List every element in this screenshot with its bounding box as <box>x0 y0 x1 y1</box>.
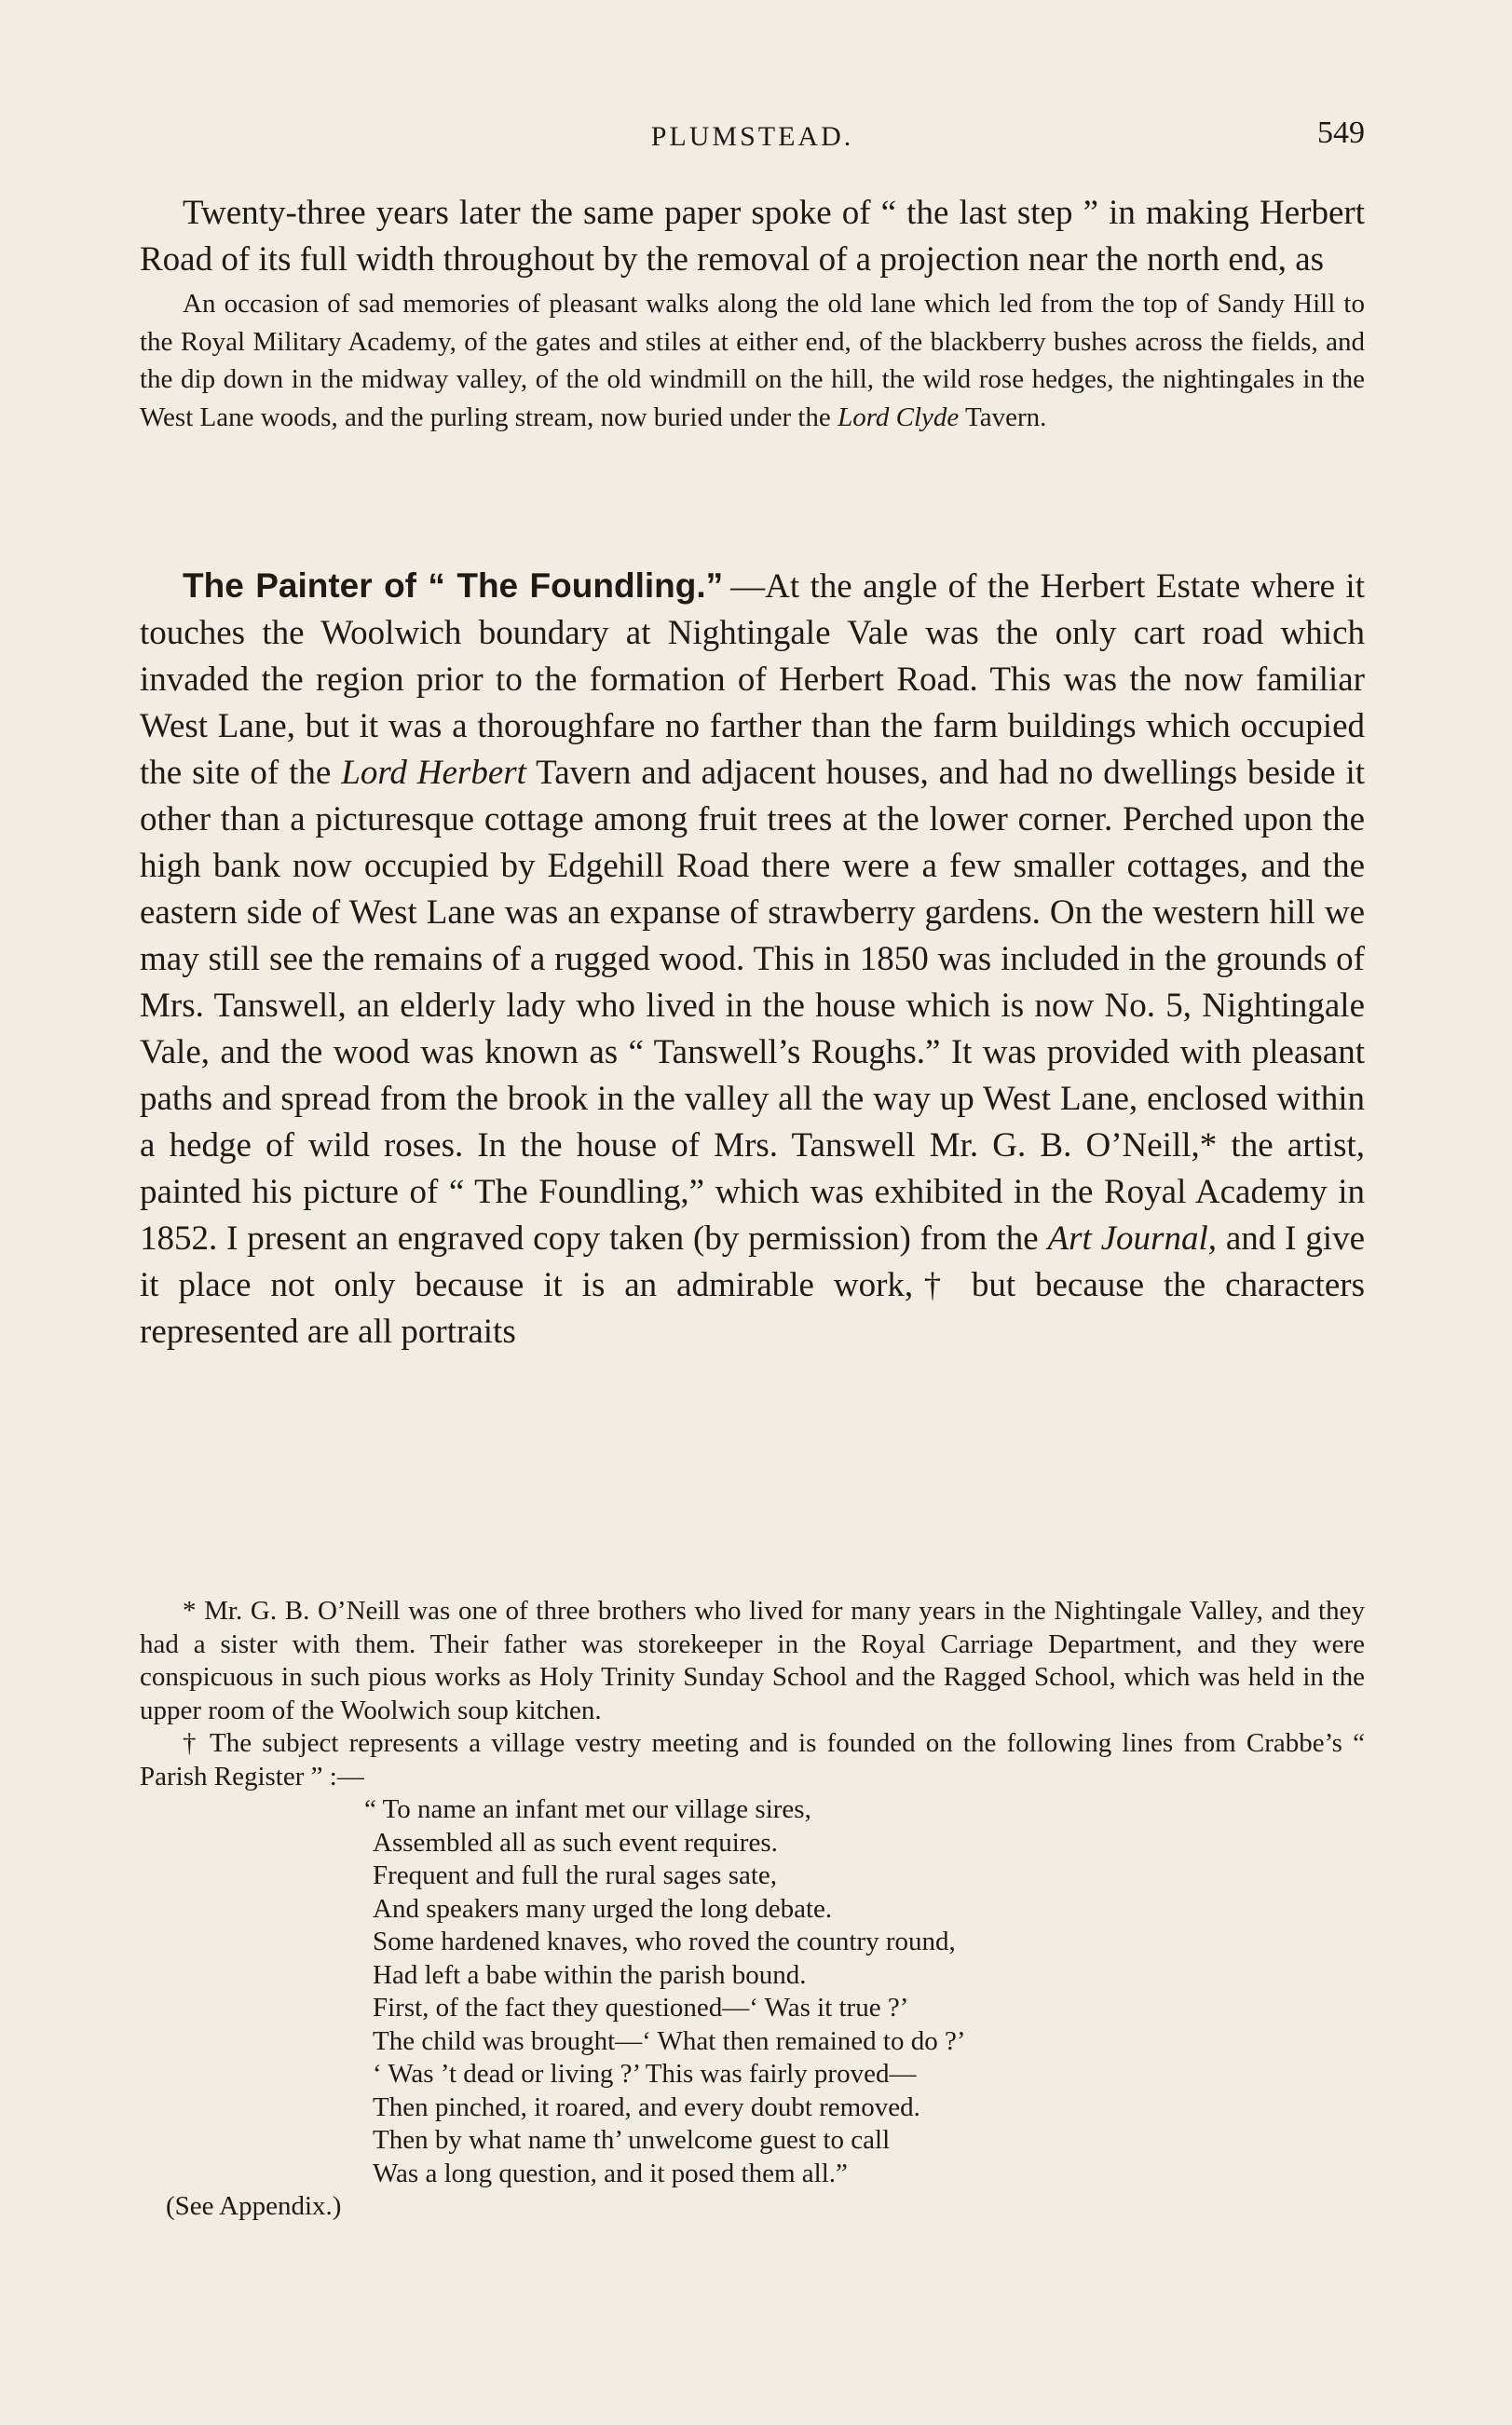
footnote-2: † The subject represents a village vestry meeting and is founded on the following lines from Crabbe’s “ Parish Register ” :— <box>140 1728 1365 1792</box>
poem-line: Some hardened knaves, who roved the country round, <box>373 1927 956 1956</box>
section-text-1: At the angle of the Herbert Estate where it touches the Woolwich boundary at Nightingale Vale was the only cart road which invaded the region prior to the formation of Herbert Road. This was the now familiar West Lane, but it was a thoroughfare no farther than the farm buildings which occupied the site of the <box>140 567 1365 792</box>
poem-line: And speakers many urged the long debate. <box>373 1893 833 1924</box>
poem-line: Was a long question, and it posed them all.” <box>373 2158 848 2188</box>
poem-line: Had left a babe within the parish bound. <box>373 1959 807 1990</box>
section-dash: — <box>730 567 766 606</box>
section-block <box>140 563 1365 1356</box>
section-text-3: and I give it place not only because it is an admirable work,† but because the characters represented are all portraits <box>140 1219 1365 1351</box>
poem-line: Frequent and full the rural sages sate, <box>373 1860 778 1890</box>
section-text-2: Tavern and adjacent houses, and had no dwellings beside it other than a picturesque cottage among fruit trees at the lower corner. Perched upon the high bank now occupied by Edgehill Road there were a few smaller cottages, and the eastern side of West Lane was an expanse of strawberry gardens. On the western hill we may still see the remains of a rugged wood. This in 1850 was included in the grounds of Mrs. Tanswell, an elderly lady who lived in the house which is now No. 5, Nightingale Vale, and the wood was known as “ Tanswell’s Roughs.” It was provided with pleasant paths and spread from the brook in the valley all the way up West Lane, enclosed within a hedge of wild roses. In the house of Mrs. Tanswell Mr. G. B. O’Neill,* the artist, painted his picture of “ The Foundling,” which was exhibited in the Royal Academy in 1852. I present an engraved copy taken (by permission) from the <box>140 754 1366 1258</box>
quote-italic-tavern: Lord Clyde <box>838 402 960 432</box>
running-head: PLUMSTEAD. <box>650 121 854 152</box>
footnotes <box>140 1595 1365 2224</box>
quote-text-1: An occasion of sad memories of pleasant walks along the old lane which led from the top of Sandy Hill to the Royal Military Academy, of the gates and stiles at either end, of the blackberry bushes across the fields, and the dip down in the midway valley, of the old windmill on the hill, the wild rose hedges, the nightingales in the West Lane woods, and the purling stream, now buried under the <box>140 289 1365 432</box>
poem-line: Then pinched, it roared, and every doubt removed. <box>373 2091 920 2122</box>
page-header <box>140 116 1365 162</box>
poem-line: Then by what name th’ unwelcome guest to call <box>373 2125 891 2155</box>
see-appendix: (See Appendix.) <box>166 2191 342 2221</box>
section-paragraph <box>140 563 1365 1356</box>
poem <box>364 1793 1365 2190</box>
footnote-1: * Mr. G. B. O’Neill was one of three brothers who lived for many years in the Nightingale Valley, and they had a sister with them. Their father was storekeeper in the Royal Carriage Department, and they were conspicuous in such pious works as Holy Trinity Sunday School and the Ragged School, which was held in the upper room of the Woolwich soup kitchen. <box>140 1596 1365 1725</box>
intro-block <box>140 190 1365 436</box>
quote-text-2: Tavern. <box>959 402 1047 432</box>
section-italic-lord-herbert: Lord Herbert <box>341 754 526 792</box>
poem-line: Assembled all as such event requires. <box>373 1827 778 1858</box>
poem-line: “ To name an infant met our village sires, <box>364 1794 811 1824</box>
section-italic-art-journal: Art Journal, <box>1047 1219 1217 1258</box>
page-number: 549 <box>1317 116 1365 150</box>
section-title: The Painter of “ The Foundling.” <box>183 566 724 605</box>
poem-line: First, of the fact they questioned—‘ Was it true ?’ <box>373 1993 909 2023</box>
poem-line: The child was brought—‘ What then remained to do ?’ <box>373 2025 966 2056</box>
poem-line: ‘ Was ’t dead or living ?’ This was fairly proved— <box>373 2059 917 2089</box>
intro-paragraph: Twenty-three years later the same paper spoke of “ the last step ” in making Herbert Road of its full width throughout by the removal of a projection near the north end, as <box>140 194 1365 279</box>
block-quote <box>140 285 1365 436</box>
